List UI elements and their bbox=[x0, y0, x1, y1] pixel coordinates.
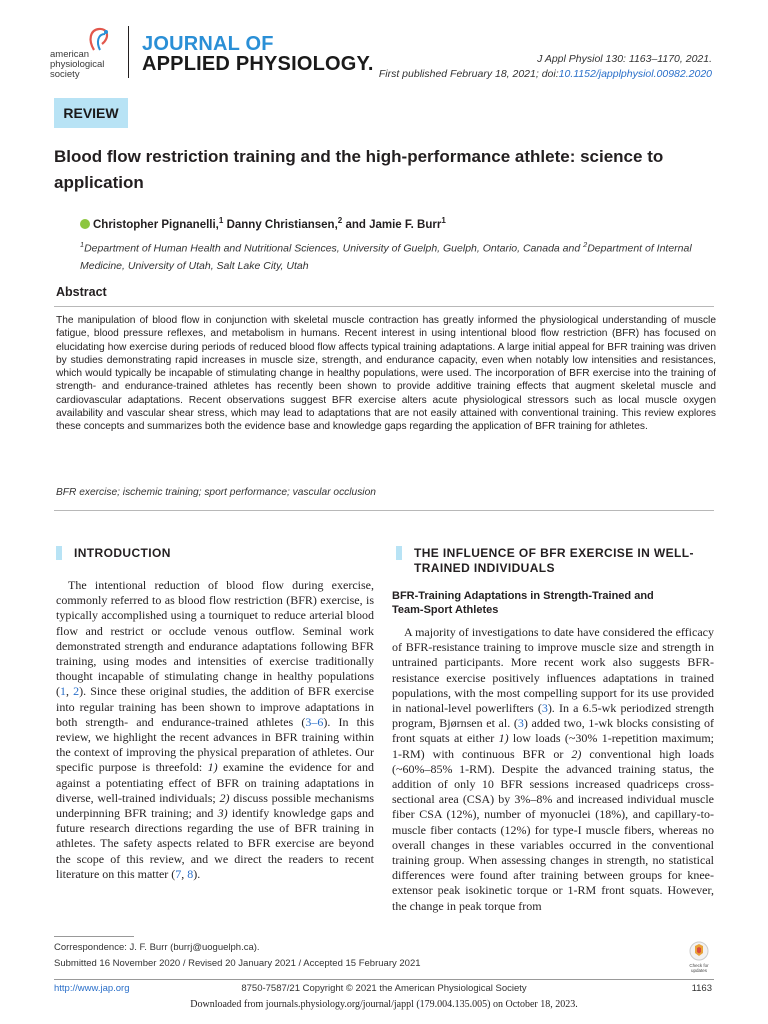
influence-heading bbox=[414, 546, 724, 576]
citation-link[interactable]: 3 bbox=[541, 701, 548, 716]
text-run: low loads (~30% 1-repetition maximum; 1-RM) with continuous BFR or bbox=[392, 731, 714, 761]
correspondence: Correspondence: J. F. Burr (burrj@uoguelph.ca). bbox=[54, 942, 260, 953]
first-published-label: First published February 18, 2021; doi: bbox=[378, 68, 559, 80]
check-badge-text: Check for bbox=[689, 963, 709, 968]
society-name-line: american bbox=[50, 49, 90, 60]
affil-sup: 2 bbox=[583, 240, 588, 249]
list-number: 2) bbox=[571, 746, 582, 761]
check-for-updates-icon[interactable] bbox=[686, 940, 712, 978]
citation-link[interactable]: 3 bbox=[517, 716, 524, 731]
page-number: 1163 bbox=[691, 983, 712, 994]
citation-link[interactable]: 8 bbox=[187, 866, 194, 881]
text-run: identify knowledge gaps and future research directions regarding the use of BFR training in athletes. The safety aspects related to BFR exercise are beyond the scope of this review, and we direct the readers to recent literature on this matter ( bbox=[56, 806, 374, 881]
author-name[interactable]: and Jamie F. Burr bbox=[342, 218, 442, 231]
article-title: Blood flow restriction training and the high-performance athlete: science to application bbox=[54, 147, 664, 192]
society-logo bbox=[50, 26, 120, 82]
society-name-line: society bbox=[50, 69, 80, 80]
author-affil-sup: 1 bbox=[441, 216, 446, 225]
review-badge-label: REVIEW bbox=[63, 105, 119, 121]
review-badge bbox=[54, 98, 128, 128]
citation: J Appl Physiol 130: 1163–1170, 2021. bbox=[537, 53, 712, 65]
text-run: The intentional reduction of blood flow during exercise, commonly referred to as blood flow restriction (BFR) exercise, is typically accomplished using a tourniquet to reduce arterial blood flow and restrict or occlude venous outflow. Seminal work demonstrated strength and endurance adaptations following BFR training, using modes and intensities of exercise traditionally thought incapable of stimulating change in healthy populations ( bbox=[56, 578, 374, 699]
list-number: 2) bbox=[219, 790, 230, 805]
author-affil-sup: 2 bbox=[337, 216, 343, 225]
affiliation-text: Department of Human Health and Nutritional Sciences, University of Guelph, Guelph, Ontario, Canada and bbox=[84, 242, 584, 255]
abstract-heading: Abstract bbox=[56, 285, 107, 299]
influence-paragraph bbox=[392, 625, 714, 914]
abstract-divider bbox=[54, 306, 714, 307]
author-list bbox=[80, 216, 446, 231]
intro-heading: INTRODUCTION bbox=[74, 546, 171, 560]
footnote-divider bbox=[54, 936, 134, 937]
doi-link[interactable]: 10.1152/japplphysiol.00982.2020 bbox=[558, 68, 712, 80]
abstract-divider-bottom bbox=[54, 510, 714, 511]
journal-url-link[interactable]: http://www.jap.org bbox=[54, 983, 130, 994]
list-number: 3) bbox=[217, 806, 228, 821]
affiliations bbox=[80, 236, 720, 275]
author-name[interactable]: Christopher Pignanelli, bbox=[93, 218, 219, 231]
list-number: 1) bbox=[207, 760, 218, 775]
text-run: conventional high loads (~60%–85% 1-RM). Despite the advanced training status, the addition of only 10 BFR sessions increased quadriceps cross-sectional area (CSA) by 3%–8% and increased individual muscle fiber CSA (12%), number of myonuclei (18%), and capillary-to-muscle fiber contacts (12%) for type-I muscle fibers, whereas no overall changes in these variables occurred in the conventional training group. When assessing changes in strength, no statistical differences were found after training between groups for knee-extensor peak isokinetic torque or 1-RM front squats. However, the change in peak torque from bbox=[392, 746, 714, 913]
list-number: 1) bbox=[498, 731, 509, 746]
check-badge-text: updates bbox=[690, 968, 708, 973]
citation-link[interactable]: 7 bbox=[175, 866, 182, 881]
subheading-line: BFR-Training Adaptations in Strength-Trained and bbox=[392, 590, 654, 602]
citation-link[interactable]: 1 bbox=[60, 684, 66, 699]
abstract-body: The manipulation of blood flow in conjunction with skeletal muscle contraction has greatly informed the physiological understanding of muscle fatigue, blood pressure reflexes, and metabolism in humans. Recent interest in using intentional blood flow restriction (BFR) has focused on elucidating how exercise during periods of reduced blood flow affects typical training adaptations. A large initial appeal for BFR training was driven by studies demonstrating rapid increases in muscle size, strength, and endurance capacity, even when notably low intensities and resistances, which would typically be incapable of stimulating change in healthy populations, were used. The incorporation of BFR exercise into the training of strength- and endurance-trained athletes has recently been shown to provide additive training effects that augment skeletal muscle and cardiovascular adaptations. Recent observations suggest BFR exercise alters acute physiological stressors such as local muscle oxygen availability and vascular shear stress, which may lead to adaptations that are not easily attained with conventional training. This review explores these concepts and summarizes both the evidence base and knowledge gaps regarding the application of BFR training for athletes. bbox=[56, 315, 716, 433]
keywords: BFR exercise; ischemic training; sport performance; vascular occlusion bbox=[56, 487, 376, 498]
text-run: ). In a 6.5-wk periodized strength program, Bjørnsen et al. ( bbox=[392, 701, 714, 731]
download-notice: Downloaded from journals.physiology.org/journal/jappl (179.004.135.005) on October 18, 2023. bbox=[190, 999, 578, 1010]
affiliation-text: Department of Internal Medicine, University of Utah, Salt Lake City, Utah bbox=[80, 242, 692, 272]
text-run: A majority of investigations to date have considered the efficacy of BFR-resistance training to improve muscle size and strength in untrained participants. More recent work also suggests BFR-resistance exercise positively influences adaptations in trained populations, with the most compelling support for its use provided in national-level powerlifters ( bbox=[392, 625, 714, 716]
text-run: ). In this review, we highlight the recent advances in BFR training within the context of improving the physical preparation of athletes. Our specific purpose is threefold: bbox=[56, 714, 374, 775]
society-name-line: physiological bbox=[50, 59, 105, 70]
subheading-line: Team-Sport Athletes bbox=[392, 604, 499, 616]
journal-title-line1: JOURNAL OF bbox=[142, 33, 274, 55]
heading-line: TRAINED INDIVIDUALS bbox=[414, 561, 555, 575]
journal-title-line2: APPLIED PHYSIOLOGY. bbox=[142, 53, 374, 75]
citation-link[interactable]: 2 bbox=[73, 684, 80, 699]
footer-divider bbox=[54, 979, 714, 980]
author-affil-sup: 1 bbox=[218, 216, 224, 225]
text-run: ). Since these original studies, the addition of BFR exercise into regular training has been shown to improve adaptations in both strength- and endurance-trained athletes ( bbox=[56, 684, 374, 729]
subsection-heading bbox=[392, 589, 712, 617]
text-run: ). bbox=[193, 866, 201, 881]
header-divider bbox=[128, 26, 129, 78]
first-published bbox=[379, 68, 712, 80]
affil-sup: 1 bbox=[80, 240, 85, 249]
heading-line: THE INFLUENCE OF BFR EXERCISE IN WELL- bbox=[414, 546, 694, 560]
section-marker bbox=[56, 546, 62, 560]
intro-paragraph: The intentional reduction of blood flow during exercise, commonly referred to as blood flow restriction (BFR) exercise, is typically accomplished using a tourniquet to reduce arterial blood flow and restrict or occlude venous outflow. Seminal work demonstrated strength and endurance adaptations following BFR training, using modes and intensities of exercise traditionally thought incapable of stimulating change in healthy populations (1, 2). Since these original studies, the addition of BFR exercise into regular training has been shown to improve adaptations in both strength- and endurance-trained athletes (3–6). In this review, we highlight the recent advances in BFR training within the context of improving the physical preparation of athletes. Our specific purpose is threefold: 1) examine the evidence for and against a potentiating effect of BFR on training adaptations in diverse, well-trained individuals; 2) discuss possible mechanisms underpinning BFR training; and 3) identify knowledge gaps and future research directions regarding the use of BFR training in athletes. The safety aspects related to BFR exercise are beyond the scope of this review, and we direct the readers to recent literature on this matter (7, 8). bbox=[56, 578, 374, 881]
text-run: examine the evidence for and against a potentiating effect of BFR on training adaptations in diverse, well-trained individuals; bbox=[56, 760, 374, 805]
submission-dates: Submitted 16 November 2020 / Revised 20 January 2021 / Accepted 15 February 2021 bbox=[54, 958, 421, 969]
orcid-icon[interactable] bbox=[80, 219, 90, 229]
author-name[interactable]: Danny Christiansen, bbox=[223, 218, 338, 231]
text-run: ) added two, 1-wk blocks consisting of front squats at either bbox=[392, 716, 714, 746]
citation-link[interactable]: 3–6 bbox=[305, 714, 324, 729]
text-run: discuss possible mechanisms underpinning BFR training; and bbox=[56, 790, 374, 821]
copyright: 8750-7587/21 Copyright © 2021 the American Physiological Society bbox=[241, 983, 527, 994]
section-marker bbox=[396, 546, 402, 560]
